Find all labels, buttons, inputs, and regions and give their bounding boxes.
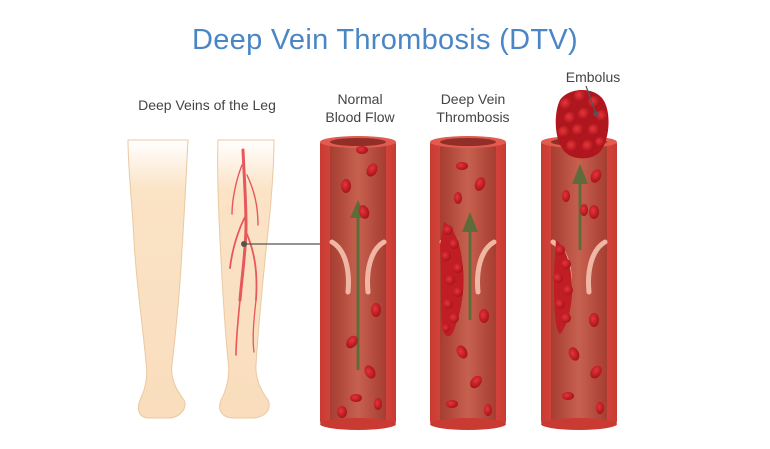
embolus-pointer-dot xyxy=(594,112,599,117)
normal-label-line-1: Normal xyxy=(337,91,383,107)
vessel-embolus xyxy=(541,136,617,430)
embolus-label: Embolus xyxy=(565,69,621,85)
deep-veins-label: Deep Veins of the Leg xyxy=(138,97,276,113)
left-leg xyxy=(128,140,188,418)
embolus-clot xyxy=(556,86,609,158)
dvt-label-line-1: Deep Vein xyxy=(440,91,506,107)
normal-label-line-2: Blood Flow xyxy=(325,109,395,125)
vessel-thrombosis xyxy=(430,136,506,430)
legs-illustration xyxy=(128,140,320,418)
dvt-label-line-2: Thrombosis xyxy=(436,109,510,125)
diagram-title: Deep Vein Thrombosis (DTV) xyxy=(191,24,579,56)
vessel-normal xyxy=(320,136,396,430)
